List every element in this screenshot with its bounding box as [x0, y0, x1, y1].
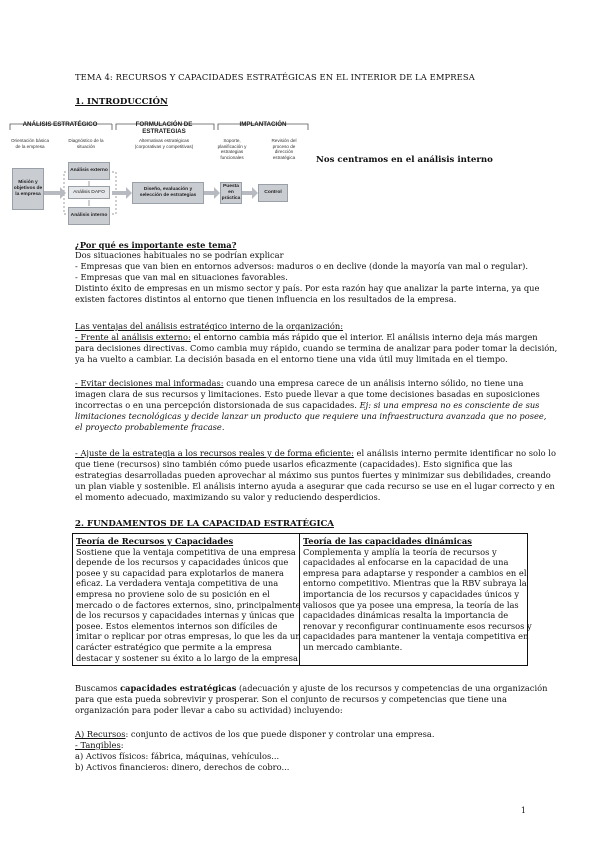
box-control: Control — [258, 184, 288, 202]
ventaja-label-decisiones: - Evitar decisiones mal informadas: — [75, 378, 224, 388]
ventaja-paragraph-line — [75, 332, 538, 343]
activos-financieros: b) Activos financieros: dinero, derechos de cobro... — [75, 762, 290, 772]
buscamos-line — [75, 683, 547, 694]
strategic-process-diagram — [8, 118, 310, 236]
teoria-line: empresa no proviene solo de su posición en el — [76, 588, 270, 599]
importante-line: existen factores distintos al entorno que tienen influencia en los resultados de la empresa. — [75, 294, 457, 304]
teoria-line: carácter estratégico que permite a la empresa — [76, 641, 272, 652]
diagram-frame — [8, 118, 310, 236]
teoria-capacidades-title: Teoría de las capacidades dinámicas — [303, 536, 472, 546]
teoria-recursos-cell — [73, 534, 300, 666]
teoria-line: de los recursos y capacidades internas y únicas que — [76, 610, 295, 621]
label-revision: Revisión del proceso de dirección estratégica — [271, 138, 297, 160]
label-diagnostico: Diagnóstico de la situación — [68, 138, 104, 149]
ventaja-paragraph-line: que tiene (recursos) sino también cómo puede usarlos eficazmente (capacidades). Esto significa que las — [75, 459, 513, 469]
box-puesta: Puesta en práctica — [220, 182, 242, 204]
box-diseno: Diseño, evaluación y selección de estrategias — [132, 182, 204, 204]
tangibles-colon: : — [120, 740, 124, 750]
box-mision: Misión y objetivos de la empresa — [12, 168, 44, 210]
teoria-line: Sostiene que la ventaja competitiva de una empresa — [76, 546, 296, 557]
teoria-capacidades-cell — [300, 534, 532, 666]
box-analisis-externo: Análisis externo — [68, 162, 110, 180]
centramos-note: Nos centramos en el análisis interno — [316, 155, 493, 165]
ventaja-label-externo: - Frente al análisis externo: — [75, 332, 191, 342]
teoria-line: mercado o de factores externos, sino, principalmente — [76, 599, 301, 610]
ventaja-example-line: el proyecto probablemente fracase. — [75, 422, 225, 432]
fundamentos-table — [72, 533, 532, 666]
ventaja-example-line: limitaciones tecnológicas y decide lanzar un producto que requiere una infraestructura avanzada que no posee, — [75, 411, 547, 421]
teoria-line: entorno competitivo. Mientras que la RBV subraya la — [303, 578, 527, 589]
ventaja-label-ajuste: - Ajuste de la estrategia a los recursos reales y de forma eficiente: — [75, 448, 354, 458]
capacidades-term: capacidades estratégicas — [120, 683, 237, 693]
buscamos-text: Buscamos — [75, 683, 121, 693]
ventaja-paragraph-line: un plan viable y sostenible. El análisis interno ayuda a asegurar que cada recurso se use en el lugar correcto y en — [75, 481, 555, 491]
section-heading-introduccion: 1. INTRODUCCIÓN — [75, 97, 168, 107]
ventaja-paragraph-line — [75, 378, 523, 389]
tangibles-line — [75, 740, 124, 751]
teoria-line: destacar y sostener su éxito a lo largo de la empresa — [76, 652, 298, 663]
teoria-line: empresa para adaptarse y responder a cambios en el — [303, 567, 527, 578]
teoria-line: posee. Estos elementos internos son difíciles de — [76, 620, 278, 631]
teoria-line: eficaz. La verdadera ventaja competitiva de una — [76, 578, 279, 589]
ventaja-paragraph-line — [75, 448, 556, 459]
ventaja-text: cuando una empresa carece de un análisis interno sólido, no tiene una — [223, 378, 524, 388]
teoria-line: un mercado cambiante. — [303, 641, 403, 652]
activos-fisicos: a) Activos físicos: fábrica, máquinas, vehículos... — [75, 751, 280, 761]
recursos-line — [75, 729, 434, 740]
ventaja-paragraph-line — [75, 400, 539, 411]
box-analisis-dafo: Análisis DAFO — [68, 186, 110, 199]
label-soporte: Soporte, planificación y estrategias funcionales — [217, 138, 247, 160]
ventaja-paragraph-line: el momento adecuado, maximizando su valor y reduciendo desperdicios. — [75, 492, 381, 502]
ventaja-example: Ej: si una empresa no es consciente de sus — [359, 400, 540, 410]
recursos-text: : conjunto de activos de los que puede disponer y controlar una empresa. — [125, 729, 435, 739]
diagram-header-analisis: ANÁLISIS ESTRATÉGICO — [22, 121, 98, 128]
teoria-line: depende de los recursos y capacidades únicos que — [76, 557, 289, 568]
ventaja-paragraph-line: estrategias desarrolladas pueden aprovechar al máximo sus puntos fuertes y minimizar sus debilidades, creando — [75, 470, 551, 480]
teoria-recursos-title: Teoría de Recursos y Capacidades — [76, 536, 234, 546]
importante-line: Dos situaciones habituales no se podrían explicar — [75, 250, 284, 260]
label-orientacion: Orientación básica de la empresa — [10, 138, 50, 149]
ventajas-heading: Las ventajas del análisis estratégico interno de la organización: — [75, 321, 344, 331]
ventaja-text: incorrectas o en una percepción distorsionada de sus capacidades. — [75, 400, 360, 410]
section-heading-fundamentos: 2. FUNDAMENTOS DE LA CAPACIDAD ESTRATÉGICA — [75, 519, 334, 529]
importante-question: ¿Por qué es importante este tema? — [75, 240, 237, 250]
buscamos-line: para que esta pueda sobrevivir y prosperar. Son el conjunto de recursos y competencias que tiene una — [75, 694, 507, 704]
importante-line: - Empresas que van bien en entornos adversos: maduros o en declive (donde la mayoría van mal o regular). — [75, 261, 529, 271]
teoria-line: capacidades para mantener la ventaja competitiva en — [303, 631, 529, 642]
teoria-line: capacidades dinámicas resalta la importancia de — [303, 610, 509, 621]
ventaja-text: el entorno cambia más rápido que el interior. El análisis interno deja más margen — [190, 332, 538, 342]
teoria-line: imitar o replicar por otras empresas, lo que les da un — [76, 631, 301, 642]
importante-line: Distinto éxito de empresas en un mismo sector y país. Por esta razón hay que analizar la parte interna, ya que — [75, 283, 540, 293]
diagram-header-formulacion: FORMULACIÓN DE ESTRATEGIAS — [135, 121, 193, 135]
ventaja-text: el análisis interno permite identificar no solo lo — [353, 448, 556, 458]
ventaja-paragraph-line: para decisiones directivas. Como cambia muy rápido, cuando se termina de analizar para poder tomar la decisión, — [75, 343, 558, 353]
buscamos-line: organización para poder llevar a cabo su actividad) incluyendo: — [75, 705, 343, 715]
tangibles-label: - Tangibles — [75, 740, 121, 750]
importante-line: - Empresas que van mal en situaciones favorables. — [75, 272, 288, 282]
box-analisis-interno: Análisis interno — [68, 207, 110, 225]
document-title: TEMA 4: RECURSOS Y CAPACIDADES ESTRATÉGICAS EN EL INTERIOR DE LA EMPRESA — [75, 72, 475, 82]
teoria-line: renovar y reconfigurar continuamente esos recursos y — [303, 620, 532, 631]
teoria-line: valiosos que ya posee una empresa, la teoría de las — [303, 599, 519, 610]
teoria-line: Complementa y amplía la teoría de recursos y — [303, 546, 497, 557]
page-number: 1 — [520, 806, 526, 815]
ventaja-paragraph-line: imagen clara de sus recursos y limitaciones. Esto puede llevar a que tome decisiones basadas en suposiciones — [75, 389, 540, 399]
teoria-line: capacidades al enfocarse en la capacidad de una — [303, 557, 509, 568]
ventaja-paragraph-line: ya ha vuelto a cambiar. La decisión basada en el entorno tiene una vida útil muy limitada en el tiempo. — [75, 354, 508, 364]
teoria-line: posee y su capacidad para explotarlos de manera — [76, 567, 284, 578]
diagram-header-implantacion: IMPLANTACIÓN — [239, 121, 287, 128]
recursos-label: A) Recursos — [75, 729, 126, 739]
teoria-line: importancia de los recursos y capacidades únicos y — [303, 588, 520, 599]
buscamos-text: (adecuación y ajuste de los recursos y competencias de una organización — [236, 683, 548, 693]
label-alternativas: Alternativas estratégicas (corporativas y competitivas) — [134, 138, 194, 149]
